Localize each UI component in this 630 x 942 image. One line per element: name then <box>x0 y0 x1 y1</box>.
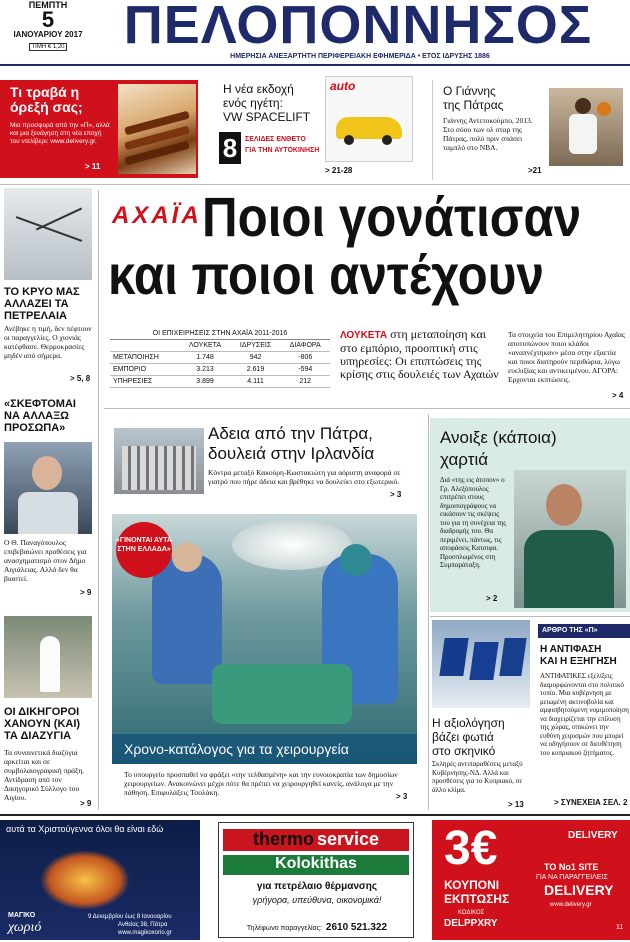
fire-page: > 13 <box>508 800 524 809</box>
ad-thermo-line2: γρήγορα, υπεύθυνα, οικονομικά! <box>252 895 382 905</box>
think-text: Ο Θ. Παναγόπουλος επιβεβαιώνει προθέσεις για ανασχηματισμό στον Δήμο Αιγιάλειας. Αλλά δεν θα βιαστεί. <box>4 538 87 583</box>
ad-magic-village[interactable] <box>0 820 200 940</box>
ad-delivery-tagline1: ΤΟ No1 SITE <box>544 862 599 872</box>
paper-title2: χαρτιά <box>440 450 489 469</box>
ad-xmas-url: www.magikoxorio.gr <box>118 930 172 936</box>
stats-cell: -806 <box>280 352 330 364</box>
carousel-graphic <box>40 850 130 910</box>
ad-delivery-code-label: ΚΩΔΙΚΟΣ <box>458 910 485 916</box>
month-year: ΙΑΝΟΥΑΡΙΟΥ 2017 <box>13 30 83 39</box>
ad-thermo-phone-label: Τηλέφωνο παραγγελίας: <box>246 925 322 932</box>
stats-header: ΙΔΡΥΣΕΙΣ <box>231 340 281 352</box>
ad-thermo-banner <box>223 829 409 851</box>
ireland-text: Κόντρα μεταξύ Κακούρη-Κωστακιώτη για αόριστη αναφορά σε γιατρό που πήρε άδεια και βρέθηκε να δουλεύει στο εξωτερικό. <box>208 468 401 486</box>
teaser-giannis-title2: της Πάτρας <box>443 98 504 112</box>
stats-header: ΔΙΑΦΟΡΑ <box>280 340 330 352</box>
headline-kicker: ΑΧΑΪΑ <box>112 202 202 229</box>
paper-story[interactable] <box>430 418 630 612</box>
auto-magazine-cover <box>325 76 413 162</box>
ad-thermo-service[interactable] <box>218 822 414 938</box>
teaser-vw-title1: Η νέα εκδοχή <box>223 82 294 96</box>
ireland-story[interactable] <box>104 418 424 508</box>
stats-cell: 3.213 <box>179 364 230 376</box>
surgery-page: > 3 <box>396 792 408 801</box>
snow-photo <box>4 188 92 280</box>
side-page: > 4 <box>612 391 624 400</box>
ad-delivery-code: DELPPXRY <box>444 918 498 929</box>
editorial[interactable] <box>538 620 630 810</box>
ad-delivery-page: 11 <box>616 924 624 931</box>
ad-thermo-brand2: service <box>316 829 380 849</box>
teaser-food[interactable] <box>0 80 198 178</box>
paper-title1: Ανοιξε (κάποια) <box>440 428 557 447</box>
teaser-vw-title2: ενός ηγέτη: <box>223 96 283 110</box>
stats-header <box>110 340 179 352</box>
ireland-title2: δουλειά στην Ιρλανδία <box>208 444 375 463</box>
souvlaki-image <box>118 84 196 174</box>
stats-cell: 2.619 <box>231 364 281 376</box>
price: ΤΙΜΗ € 1,20 <box>29 43 67 51</box>
ad-xmas-address: Ανθείας 38, Πάτρα <box>118 922 168 928</box>
teaser-food-page: > 11 <box>85 162 101 171</box>
wedding-photo <box>4 616 92 698</box>
ireland-title1: Αδεια από την Πάτρα, <box>208 424 373 443</box>
stats-cell: 212 <box>280 376 330 388</box>
fire-story[interactable] <box>430 620 534 810</box>
magazine-title: auto <box>330 79 356 93</box>
fire-title1: Η αξιολόγηση <box>432 716 505 730</box>
teaser-vw-pages: > 21-28 <box>325 166 353 175</box>
lead-paragraph <box>340 328 500 381</box>
stats-cell: ΕΜΠΟΡΙΟ <box>110 364 179 376</box>
editorial-title2: ΚΑΙ Η ΕΞΗΓΗΣΗ <box>540 656 617 667</box>
ad-thermo-phone: 2610 521.322 <box>325 922 388 933</box>
ad-thermo-phone-row <box>219 917 415 935</box>
editorial-text: ΑΝΤΙΦΑΤΙΚΕΣ εξελίξεις διαμορφώνονται στο πολιτικό τοπίο. Μια κυβέρνηση με μειωμένη ακτινοβολία και αμφισβητούμενη νομιμοποίηση να διαχειρίζεται την επίλυση της χώρας, σπικώνει την ευθύνη χειρισμών που μπορεί να οδηγήσουν σε διευθέτηση του κυπριακού ζητήματος. <box>540 672 629 757</box>
date-number: 5 <box>41 7 55 32</box>
teaser-giannis-page: >21 <box>528 166 542 175</box>
surgery-story[interactable] <box>104 508 424 804</box>
think-page: > 9 <box>80 588 92 597</box>
lawyers-text: Τα συναινετικά διαζύγια αρκείται και σε συμβολαιογραφική πράξη. Αντίδραση από τον Δικηγορικό Σύλλογο του Αιγίου. <box>4 748 85 802</box>
stats-cell: ΥΠΗΡΕΣΙΕΣ <box>110 376 179 388</box>
ad-xmas-headline: αυτά τα Χριστούγεννα όλοι θα είναι εδώ <box>6 824 164 834</box>
ireland-page: > 3 <box>390 490 402 499</box>
paper-text: Διά «της εις άτοπον» ο Γρ. Αλεξόπουλος επιτρέπει στους δημοσιογράφους να εικάσουν τις σκέψεις του για τη συνέχεια της διαδρομής του. Θα περιμένει, πάντως, τις αποφάσεις Κατσιφα. Προσπλωμένος στη Συμπαράταξη. <box>440 476 507 569</box>
hospital-photo <box>114 428 204 494</box>
ad-delivery-price: 3€ <box>444 822 498 875</box>
newspaper-subtitle: ΗΜΕΡΗΣΙΑ ΑΝΕΞΑΡΤΗΤΗ ΠΕΡΙΦΕΡΕΙΑΚΗ ΕΦΗΜΕΡΙΔΑ • ΕΤΟΣ ΙΔΡΥΣΗΣ 1886 <box>230 53 490 60</box>
table-row <box>110 364 330 376</box>
stats-cell: 4.111 <box>231 376 281 388</box>
teaser-food-title: Τι τραβά η όρεξή σας; <box>10 84 83 115</box>
ad-thermo-brand3: Kolokithas <box>275 855 357 872</box>
stats-cell: -594 <box>280 364 330 376</box>
teaser-vw-title3: VW SPACELIFT <box>223 110 311 124</box>
ad-thermo-brand1: thermo <box>252 829 314 849</box>
teaser-giannis-title1: Ο Γιάννης <box>443 84 496 98</box>
left-column <box>0 188 95 808</box>
insert-badge-number: 8 <box>219 132 241 164</box>
fire-title2: βάζει φωτιά <box>432 730 494 744</box>
ad-xmas-logo1: ΜΑΓΙΚΟ <box>8 912 36 919</box>
newspaper-title: ΠΕΛΟΠΟΝΝΗΣΟΣ <box>123 0 593 55</box>
date-block <box>8 0 88 51</box>
table-row <box>110 376 330 388</box>
insert-badge-text2: ΓΙΑ ΤΗΝ ΑΥΤΟΚΙΝΗΣΗ <box>245 147 320 154</box>
lawyers-page: > 9 <box>80 799 92 808</box>
side-text: Τα στοιχεία του Επιμελητηρίου Αχαΐας αποτυπώνουν ποιοι κλάδοι «αναπνέχτηκαν» μέσα στην εξαετία και ποιοι διατηρούν περιθώρια, λόγω ευελιξίας και αντικειμένου. ΑΓΟΡΑ: Ερχονται εκπτώσεις. <box>508 330 625 384</box>
ad-delivery-tagline3: DELIVERY <box>544 882 614 898</box>
teaser-vw[interactable] <box>215 76 413 180</box>
insert-badge-text1: ΣΕΛΙΔΕΣ ΕΝΘΕΤΟ <box>245 136 306 143</box>
cold-title: ΤΟ ΚΡΥΟ ΜΑΣ ΑΛΛΑΖΕΙ ΤΑ ΠΕΤΡΕΛΑΙΑ <box>4 286 80 322</box>
stats-table <box>110 330 330 388</box>
ad-delivery-tagline2: ΓΙΑ ΝΑ ΠΑΡΑΓΓΕΙΛΕΙΣ <box>536 874 608 881</box>
ad-delivery-coupon1: ΚΟΥΠΟΝΙ <box>444 878 500 892</box>
teaser-giannis-text: Γιάννης Αντετοκούμπο, 2013. Στο σόου των ολ σταρ της Πάτρας, πολύ πριν σπάσει ταμπλό στο NBA. <box>443 116 533 152</box>
headline-line1: Ποιοι γονάτισαν <box>202 185 582 248</box>
headline-line2: και ποιοι αντέχουν <box>108 243 544 306</box>
day: ΠΕΜΠΤΗ <box>28 0 68 10</box>
lead-text: στη μεταποίηση και στο εμπόριο, προοπτική στις υπηρεσίες: Οι επιπτώσεις της κρίσης στις δουλειές των Αχαιών <box>340 327 499 381</box>
ad-thermo-line1: για πετρέλαιο θέρμανσης <box>256 881 378 892</box>
stats-cell: 3.899 <box>179 376 230 388</box>
ad-delivery-coupon2: ΕΚΠΤΩΣΗΣ <box>444 892 510 906</box>
panagopoulos-photo <box>4 442 92 534</box>
fire-text: Σκληρές αντιπαραθέσεις μεταξύ Κυβέρνησης-ΝΔ. Αλλά και προσθέσεις για το Κυπριακό, σε άλλο κλίμα. <box>432 760 523 794</box>
ad-delivery[interactable] <box>432 820 630 940</box>
ad-delivery-url: www.delivery.gr <box>550 902 592 908</box>
ad-delivery-brand: DELIVERY <box>568 830 618 841</box>
stats-caption: ΟΙ ΕΠΙΧΕΙΡΗΣΕΙΣ ΣΤΗΝ ΑΧΑΪΑ 2011-2016 <box>110 330 330 340</box>
table-row <box>110 352 330 364</box>
surgery-text: Το υπουργείο προσπαθεί να φράξει «την τελθασμένη» και την ευνοιοκρατία των δημοσίων χειρουργείων. Ανακοινώνει μέχρι πότε θα πρέπει να χειρουργηθεί κανείς, ανάλογα με την πάθηση. Επιφυλάξεις Τσολάκη. <box>124 770 398 797</box>
stats-header: ΛΟΥΚΕΤΑ <box>179 340 230 352</box>
cold-page: > 5, 8 <box>70 374 91 383</box>
surgery-badge: «ΓΙΝΟΝΤΑΙ ΑΥΤΑ ΣΤΗΝ ΕΛΛΑΔΑ» <box>116 522 172 578</box>
cold-text: Ανέβηκε η τιμή, δεν πέφτουν οι παραγγελίες. Ο χιονιάς κατέφθασε. Θερμοκρασίες μηδέν από σήμερα. <box>4 324 92 360</box>
paper-page: > 2 <box>486 594 498 603</box>
lead-label: ΛΟΥΚΕΤΑ <box>340 330 388 341</box>
editorial-label: ΑΡΘΡΟ ΤΗΣ «Π» <box>538 624 630 638</box>
stats-cell: 942 <box>231 352 281 364</box>
basketball-photo <box>549 88 623 166</box>
teaser-giannis[interactable] <box>432 80 630 180</box>
eu-flags-photo <box>432 620 530 708</box>
stats-cell: 1.748 <box>179 352 230 364</box>
editorial-page: > ΣΥΝΕΧΕΙΑ ΣΕΛ. 2 <box>554 798 628 807</box>
ad-xmas-dates: 9 Δεκεμβρίου έως 8 Ιανουαρίου <box>88 914 172 920</box>
stats-cell: ΜΕΤΑΠΟΙΗΣΗ <box>110 352 179 364</box>
surgery-caption: Χρονο-κατάλογος για τα χειρουργεία <box>112 734 417 764</box>
main-story[interactable] <box>104 185 630 400</box>
lawyers-title: ΟΙ ΔΙΚΗΓΟΡΟΙ ΧΑΝΟΥΝ (ΚΑΙ) ΤΑ ΔΙΑΖΥΓΙΑ <box>4 706 81 742</box>
think-title: «ΣΚΕΦΤΟΜΑΙ ΝΑ ΑΛΛΑΞΩ ΠΡΟΣΩΠΑ» <box>4 398 76 434</box>
alexopoulos-photo <box>514 470 626 608</box>
editorial-title1: Η ΑΝΤΙΦΑΣΗ <box>540 644 602 655</box>
ad-xmas-logo2: χωριό <box>8 920 42 935</box>
fire-title3: στο σκηνικό <box>432 744 496 758</box>
teaser-food-text: Μια προσφορά από την «Π», αλλά και μια ξενάγηση στη νέα εποχή του ντελίβερι: www.delivery.gr. <box>10 122 110 145</box>
ad-thermo-brand3-box <box>223 855 409 875</box>
